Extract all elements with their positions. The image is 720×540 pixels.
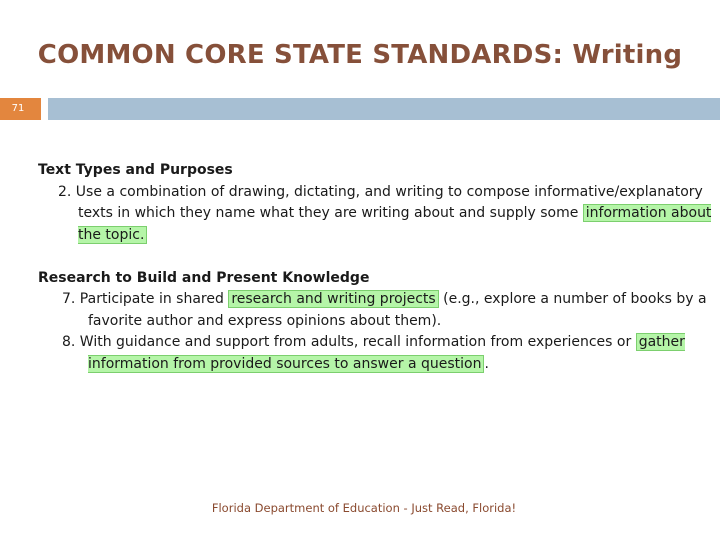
highlight-research-writing-projects: research and writing projects (228, 290, 438, 308)
slide-title: COMMON CORE STATE STANDARDS: Writing (37, 40, 683, 70)
standard-item-7-after: (e.g., explore a number of books by a favorite author and express opinions about them). (88, 291, 707, 329)
highlight-gather-information: gather information from provided sources to answer a question (88, 334, 685, 372)
heading-research: Research to Build and Present Knowledge (38, 269, 370, 286)
highlight-information-topic: information about the topic. (78, 205, 712, 243)
standard-item-8-before: 8. With guidance and support from adults, recall information from experiences or (62, 334, 636, 350)
heading-text-types: Text Types and Purposes (38, 162, 233, 178)
slide-body (38, 160, 718, 375)
header-divider-bar (48, 98, 720, 120)
standard-item-2-text: 2. Use a combination of drawing, dictating, and writing to compose informative/explanatory texts in which they name what they are writing about and supply some (58, 183, 703, 221)
standard-item-2 (38, 182, 718, 247)
standard-item-7-before: 7. Participate in shared (62, 291, 229, 307)
standard-item-8 (38, 332, 718, 375)
slide-number: 71 (11, 103, 25, 114)
slide-footer: Florida Department of Education - Just Read, Florida! (211, 501, 517, 515)
standard-item-8-after: . (484, 355, 489, 372)
standard-item-7 (38, 289, 718, 332)
section-spacer (38, 246, 718, 268)
